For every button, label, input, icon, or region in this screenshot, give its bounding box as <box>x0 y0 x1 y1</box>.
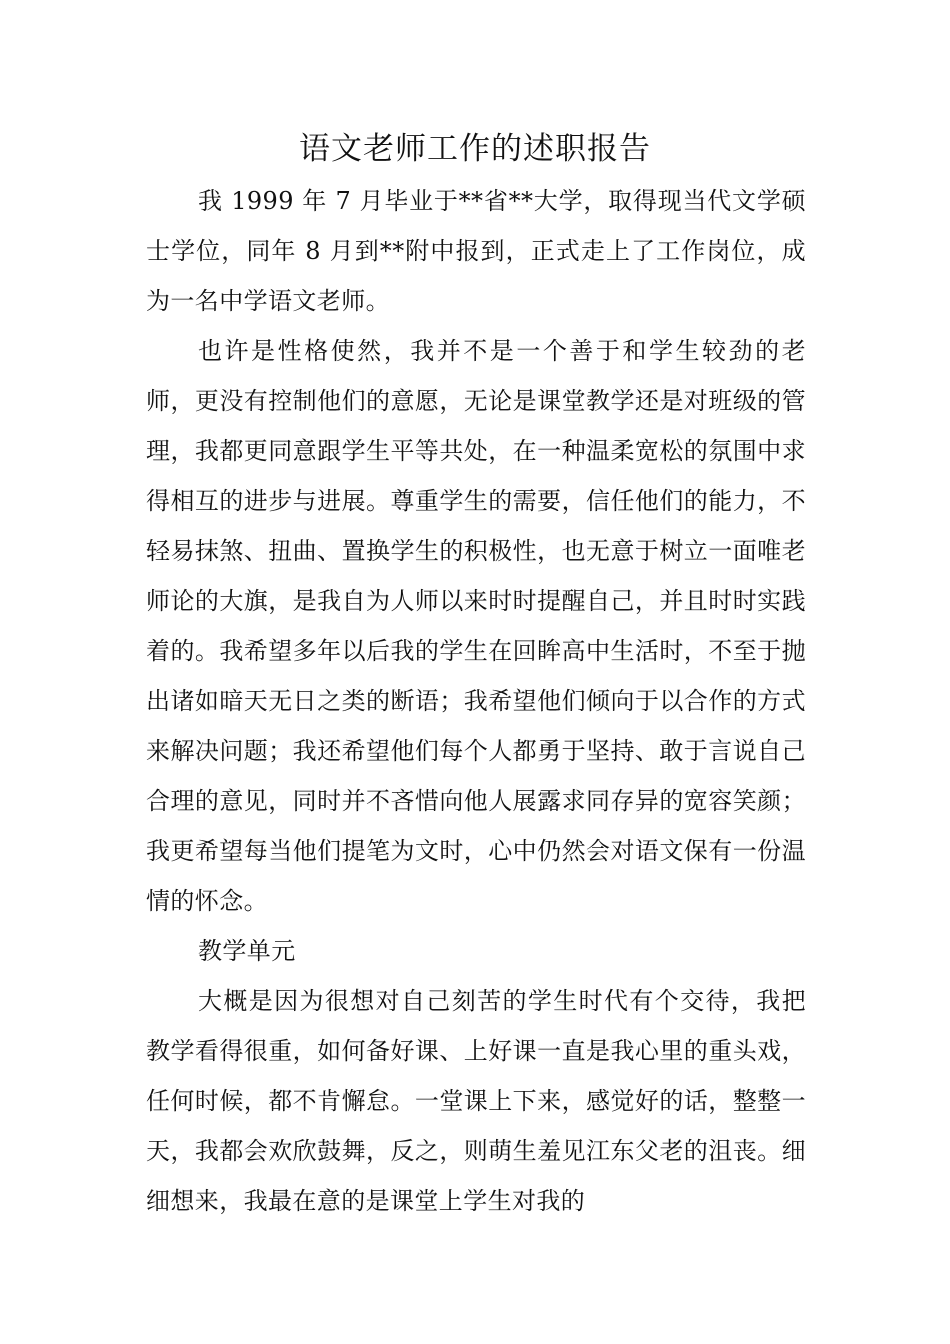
document-body <box>146 176 806 1226</box>
paragraph-intro: 我 1999 年 7 月毕业于**省**大学，取得现当代文学硕士学位，同年 8 月到**附中报到，正式走上了工作岗位，成为一名中学语文老师。 <box>146 187 806 315</box>
document-title: 语文老师工作的述职报告 <box>299 131 651 167</box>
paragraph-teaching: 大概是因为很想对自己刻苦的学生时代有个交待，我把教学看得很重，如何备好课、上好课一直是我心里的重头戏，任何时候，都不肯懈怠。一堂课上下来，感觉好的话，整整一天，我都会欢欣鼓舞，反之，则萌生羞见江东父老的沮丧。细细想来，我最在意的是课堂上学生对我的 <box>146 987 806 1215</box>
section-heading-teaching-unit: 教学单元 <box>198 937 296 965</box>
paragraph-philosophy: 也许是性格使然，我并不是一个善于和学生较劲的老师，更没有控制他们的意愿，无论是课堂教学还是对班级的管理，我都更同意跟学生平等共处，在一种温柔宽松的氛围中求得相互的进步与进展。尊重学生的需要，信任他们的能力，不轻易抹煞、扭曲、置换学生的积极性，也无意于树立一面唯老师论的大旗，是我自为人师以来时时提醒自己，并且时时实践着的。我希望多年以后我的学生在回眸高中生活时，不至于抛出诸如暗天无日之类的断语；我希望他们倾向于以合作的方式来解决问题；我还希望他们每个人都勇于坚持、敢于言说自己合理的意见，同时并不吝惜向他人展露求同存异的宽容笑颜；我更希望每当他们提笔为文时，心中仍然会对语文保有一份温情的怀念。 <box>146 337 806 915</box>
